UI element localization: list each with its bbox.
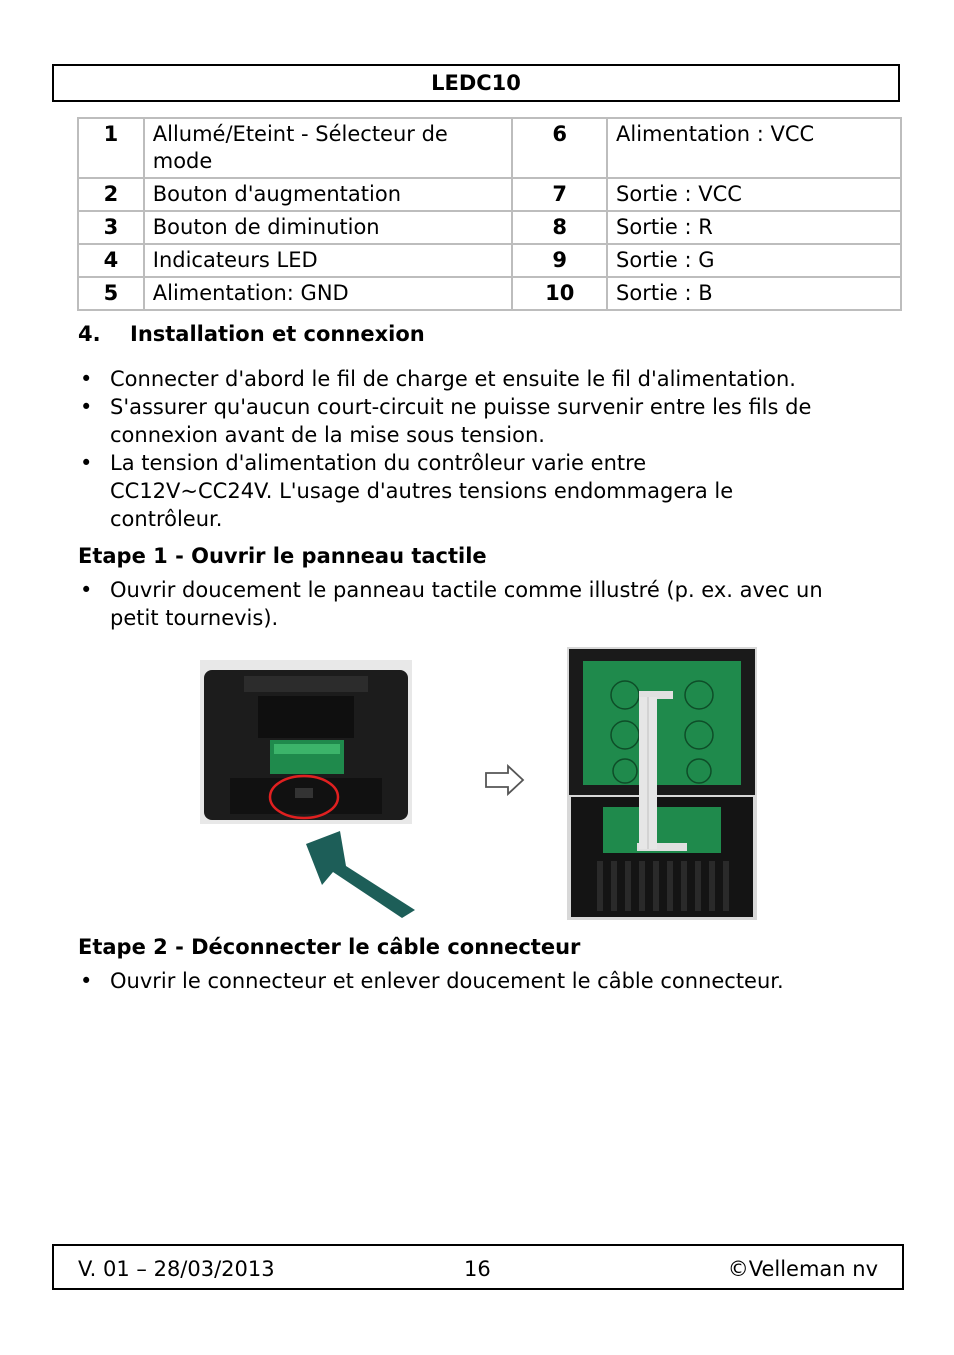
controller-open-illustration (567, 647, 757, 920)
part-number: 1 (78, 118, 144, 178)
model-name: LEDC10 (431, 71, 521, 95)
list-item: • S'assurer qu'aucun court-circuit ne puisse survenir entre les fils de connexion avant de la mise sous tension. (78, 393, 888, 449)
table-row (78, 178, 901, 211)
table-row (78, 244, 901, 277)
footer-page-number: 16 (464, 1257, 491, 1281)
part-description: Sortie : VCC (607, 178, 901, 211)
part-description: Sortie : G (607, 244, 901, 277)
section-title: Installation et connexion (130, 322, 425, 346)
list-item: • Ouvrir doucement le panneau tactile comme illustré (p. ex. avec un petit tournevis). (78, 576, 888, 632)
part-number: 7 (512, 178, 607, 211)
controller-closed-illustration (200, 660, 470, 922)
page-footer (52, 1244, 904, 1290)
part-number: 6 (512, 118, 607, 178)
part-description: Bouton de diminution (144, 211, 513, 244)
part-number: 2 (78, 178, 144, 211)
part-number: 10 (512, 277, 607, 310)
part-number: 5 (78, 277, 144, 310)
part-description: Sortie : R (607, 211, 901, 244)
list-item: • Connecter d'abord le fil de charge et ensuite le fil d'alimentation. (78, 365, 888, 393)
arrow-right-icon (484, 764, 526, 796)
part-description: Allumé/Eteint - Sélecteur de mode (144, 118, 513, 178)
footer-version: V. 01 – 28/03/2013 (78, 1257, 275, 1281)
part-number: 3 (78, 211, 144, 244)
part-number: 8 (512, 211, 607, 244)
footer-copyright: ©Velleman nv (727, 1257, 878, 1281)
section-heading (78, 322, 425, 346)
list-item: • Ouvrir le connecteur et enlever doucement le câble connecteur. (78, 967, 888, 995)
part-number: 4 (78, 244, 144, 277)
installation-list (78, 365, 888, 533)
step2-list (78, 967, 888, 995)
page-header (52, 64, 900, 102)
screwdriver-pointer (306, 831, 415, 918)
part-description: Bouton d'augmentation (144, 178, 513, 211)
table-row (78, 118, 901, 178)
part-description: Indicateurs LED (144, 244, 513, 277)
step1-list (78, 576, 888, 632)
part-description: Alimentation: GND (144, 277, 513, 310)
section-number: 4. (78, 322, 101, 346)
step1-heading: Etape 1 - Ouvrir le panneau tactile (78, 544, 487, 568)
part-number: 9 (512, 244, 607, 277)
table-row (78, 211, 901, 244)
part-description: Sortie : B (607, 277, 901, 310)
parts-table (77, 117, 902, 311)
part-description: Alimentation : VCC (607, 118, 901, 178)
list-item: • La tension d'alimentation du contrôleur varie entre CC12V~CC24V. L'usage d'autres tensions endommagera le contrôleur. (78, 449, 888, 533)
step2-heading: Etape 2 - Déconnecter le câble connecteur (78, 935, 581, 959)
table-row (78, 277, 901, 310)
touch-pcb (583, 661, 741, 785)
